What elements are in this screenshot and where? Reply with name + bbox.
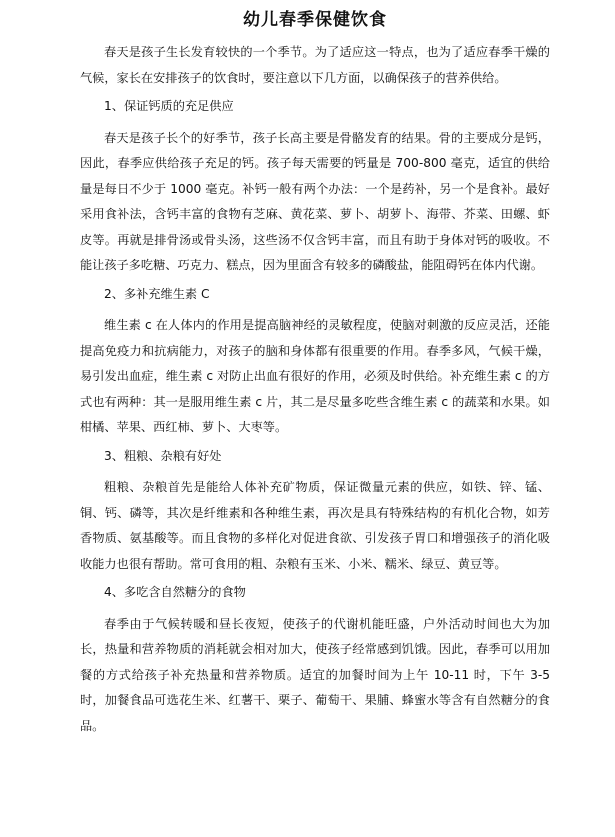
section-body: 春季由于气候转暖和昼长夜短，使孩子的代谢机能旺盛，户外活动时间也大为加长，热量和营养物质的消耗就会相对加大，使孩子经常感到饥饿。因此，春季可以用加餐的方式给孩子补充热量和营养物质。适宜的加餐时间为上午 10-11 时，下午 3-5 时，加餐食品可选花生米、红薯干、栗子、葡萄干、果脯、蜂蜜水等含有自然糖分的食品。 <box>80 616 550 733</box>
section-heading: 4、多吃含自然糖分的食物 <box>104 585 246 599</box>
section-heading: 3、粗粮、杂粮有好处 <box>104 448 222 463</box>
section-body: 维生素 c 在人体内的作用是提高脑神经的灵敏程度，使脑对刺激的反应灵活，还能提高免疫力和抗病能力，对孩子的脑和身体都有很重要的作用。春季多风，气候干燥，易引发出血症，维生素 c 对防止出血有很好的作用，必须及时供给。补充维生素 c 的方式也有两种：其一是服用维生素 c 片，其二是尽量多吃些含维生素 c 的蔬菜和水果。如柑橘、苹果、西红柿、萝卜、大枣等。 <box>80 318 550 434</box>
section-body: 粗粮、杂粮首先是能给人体补充矿物质，保证微量元素的供应，如铁、锌、锰、铜、钙、磷等，其次是纤维素和各种维生素，再次是具有特殊结构的有机化合物，如芳香物质、氨基酸等。而且食物的多样化对促进食欲、引发孩子胃口和增强孩子的消化吸收能力也很有帮助。常可食用的粗、杂粮有玉米、小米、糯米、绿豆、黄豆等。 <box>80 480 550 571</box>
section-natural-sugar <box>80 580 550 739</box>
intro-paragraph: 春天是孩子生长发育较快的一个季节。为了适应这一特点，也为了适应春季干燥的气候，家长在安排孩子的饮食时，要注意以下几方面，以确保孩子的营养供给。 <box>80 45 550 85</box>
document-page <box>80 8 550 742</box>
section-heading: 1、保证钙质的充足供应 <box>104 99 234 113</box>
section-body: 春天是孩子长个的好季节，孩子长高主要是骨骼发育的结果。骨的主要成分是钙，因此，春季应供给孩子充足的钙。孩子每天需要的钙量是 700-800 毫克，适宜的供给量是每日不少于 1000 毫克。补钙一般有两个办法：一个是药补，另一个是食补。最好采用食补法，含钙丰富的食物有芝麻、黄花菜、萝卜、胡萝卜、海带、芥菜、田螺、虾皮等。再就是排骨汤或骨头汤，这些汤不仅含钙丰富，而且有助于身体对钙的吸收。不能让孩子多吃糖、巧克力、糕点，因为里面含有较多的磷酸盐，能阻碍钙在体内代谢。 <box>80 130 550 272</box>
section-calcium <box>80 94 550 279</box>
section-vitamin-c <box>80 282 550 441</box>
document-title: 幼儿春季保健饮食 <box>243 10 387 30</box>
section-coarse-grains <box>80 444 550 578</box>
section-heading: 2、多补充维生素 C <box>104 286 210 301</box>
